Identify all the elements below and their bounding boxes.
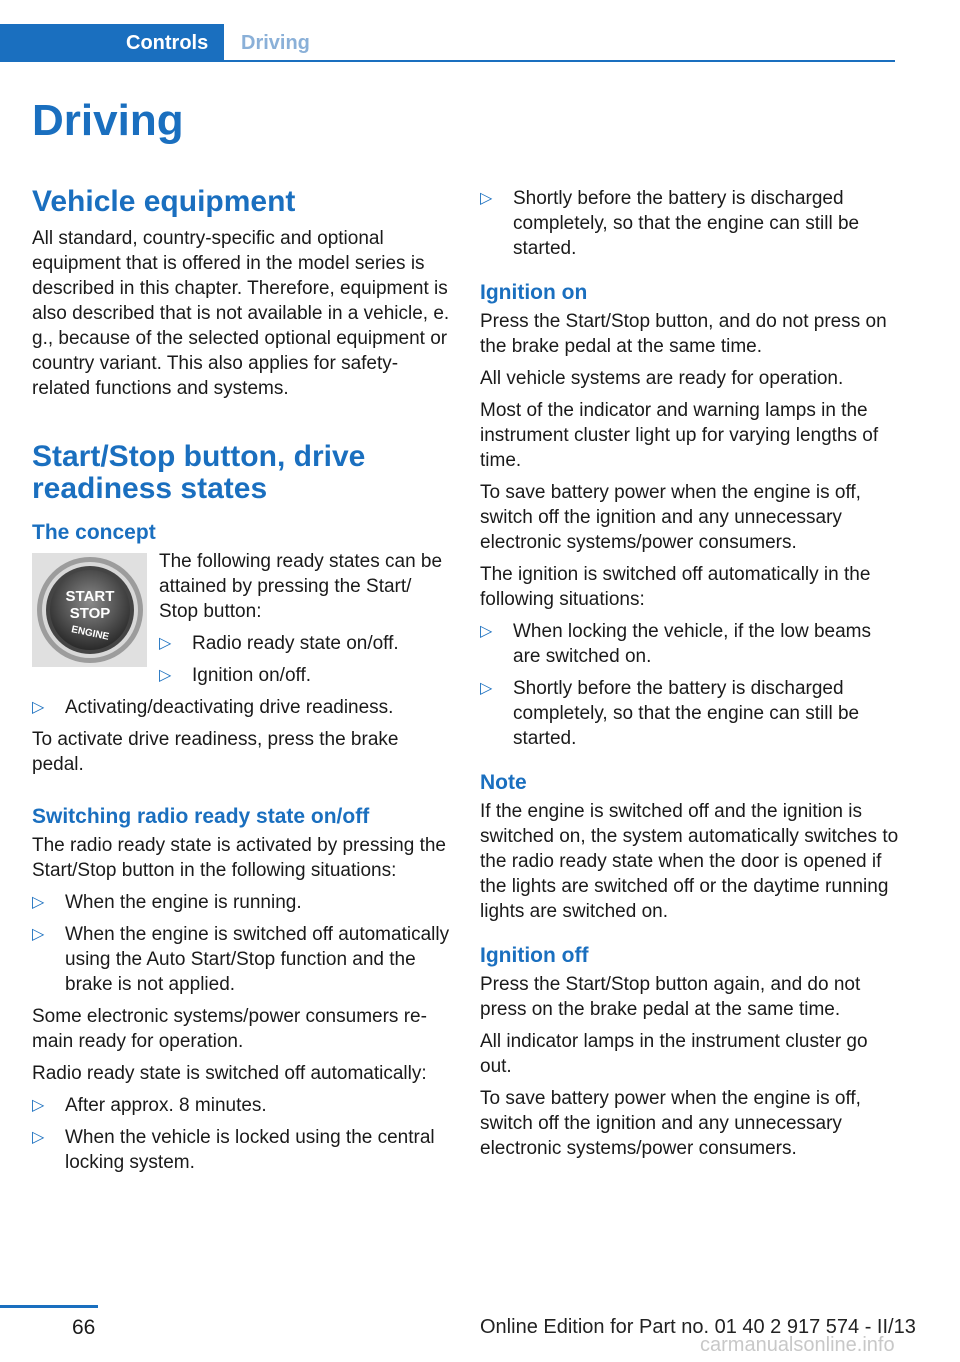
concept-text xyxy=(159,549,450,695)
heading-vehicle-equipment: Vehicle equipment xyxy=(32,185,296,218)
right-top-list xyxy=(480,186,900,261)
list-item: ▷ Activating/deactivating drive readiness. xyxy=(32,697,394,718)
tab-controls[interactable]: Controls xyxy=(0,24,224,62)
heading-radio-ready: Switching radio ready state on/off xyxy=(32,805,370,828)
triangle-bullet-icon: ▷ xyxy=(480,190,493,207)
triangle-bullet-icon: ▷ xyxy=(32,926,45,943)
triangle-bullet-icon: ▷ xyxy=(32,1129,45,1146)
list-item: ▷ When the engine is switched off automatically using the Auto Start/Stop function and the brake is not applied. xyxy=(32,924,450,995)
heading-ignition-on: Ignition on xyxy=(480,281,588,304)
edition-text: Online Edition for Part no. 01 40 2 917 574 - II/13 xyxy=(480,1316,916,1338)
right-column xyxy=(480,186,900,1168)
footer-rule xyxy=(0,1305,98,1308)
radio-off-list xyxy=(32,1093,450,1175)
triangle-bullet-icon: ▷ xyxy=(32,894,45,911)
paragraph-radio-off: Radio ready state is switched off automatically: xyxy=(32,1063,427,1084)
paragraph-save-battery: To save battery power when the engine is off, switch off the ignition and any unnecessary electronic systems/power consumers. xyxy=(480,482,861,553)
heading-start-stop: Start/Stop button, drive readiness states xyxy=(32,440,366,505)
paragraph-note: If the engine is switched off and the ignition is switched on, the system automatically switches to the radio ready state when the door is opened if the lights are switched off or the daytime running lights are switched on. xyxy=(480,801,899,922)
paragraph-some-systems: Some electronic systems/power consumers remain ready for operation. xyxy=(32,1006,427,1052)
paragraph-save-battery-2: To save battery power when the engine is off, switch off the ignition and any unnecessary electronic systems/power consumers. xyxy=(480,1088,861,1159)
watermark: carmanualsonline.info xyxy=(700,1334,895,1356)
list-item: ▷ When the engine is running. xyxy=(32,892,302,913)
paragraph-press-again: Press the Start/Stop button again, and do not press on the brake pedal at the same time. xyxy=(480,974,861,1020)
paragraph-press: Press the Start/Stop button, and do not press on the brake pedal at the same time. xyxy=(480,311,887,357)
list-item: ▷ When the vehicle is locked using the central locking system. xyxy=(32,1127,435,1173)
page-number: 66 xyxy=(72,1316,96,1339)
tab-driving[interactable]: Driving xyxy=(241,32,310,54)
page-title: Driving xyxy=(32,96,184,145)
paragraph-all-lamps: All indicator lamps in the instrument cluster go out. xyxy=(480,1031,868,1077)
concept-row xyxy=(32,549,450,695)
list-item: ▷ When locking the vehicle, if the low beams are switched on. xyxy=(480,621,872,667)
heading-ignition-off: Ignition off xyxy=(480,944,589,967)
paragraph-activate: To activate drive readiness, press the brake pedal. xyxy=(32,729,399,775)
triangle-bullet-icon: ▷ xyxy=(159,635,172,652)
heading-note: Note xyxy=(480,771,527,794)
list-item: ▷ Shortly before the battery is discharged completely, so that the engine can still be started. xyxy=(480,188,860,259)
triangle-bullet-icon: ▷ xyxy=(159,667,172,684)
paragraph-most-lamps: Most of the indicator and warning lamps in the instrument cluster light up for varying lengths of time. xyxy=(480,400,879,471)
triangle-bullet-icon: ▷ xyxy=(32,1097,45,1114)
paragraph-vehicle-equipment: All standard, country-specific and optional equipment that is offered in the model series is described in this chapter. Therefore, equipment is also described that is not available in a vehicle, e. g., because of the selected optional equipment or country variant. This also applies for safety-related functions and systems. xyxy=(32,228,450,399)
header-bar xyxy=(0,24,895,62)
paragraph-all-ready: All vehicle systems are ready for operation. xyxy=(480,368,844,389)
left-column xyxy=(32,186,450,1182)
button-engine-label: ENGINE xyxy=(69,624,110,643)
paragraph-concept: The following ready states can be attained by pressing the Start/ Stop button: xyxy=(159,551,443,622)
paragraph-radio: The radio ready state is activated by pressing the Start/Stop button in the following situations: xyxy=(32,835,447,881)
triangle-bullet-icon: ▷ xyxy=(480,680,493,697)
start-stop-button-image xyxy=(32,553,147,667)
concept-list-short xyxy=(159,631,450,688)
concept-list-long xyxy=(32,695,450,720)
auto-off-list xyxy=(480,619,900,751)
radio-list xyxy=(32,890,450,997)
button-start-label: START xyxy=(65,588,114,605)
list-item: ▷ After approx. 8 minutes. xyxy=(32,1095,267,1116)
paragraph-auto-off: The ignition is switched off automatically in the following situations: xyxy=(480,564,871,610)
header-rule xyxy=(0,60,895,62)
start-stop-button-icon xyxy=(34,554,146,666)
triangle-bullet-icon: ▷ xyxy=(32,699,45,716)
heading-concept: The concept xyxy=(32,521,156,544)
list-item: ▷ Ignition on/off. xyxy=(159,665,312,686)
button-stop-label: STOP xyxy=(69,605,110,622)
list-item: ▷ Radio ready state on/off. xyxy=(159,633,399,654)
triangle-bullet-icon: ▷ xyxy=(480,623,493,640)
list-item: ▷ Shortly before the battery is discharged completely, so that the engine can still be started. xyxy=(480,678,860,749)
